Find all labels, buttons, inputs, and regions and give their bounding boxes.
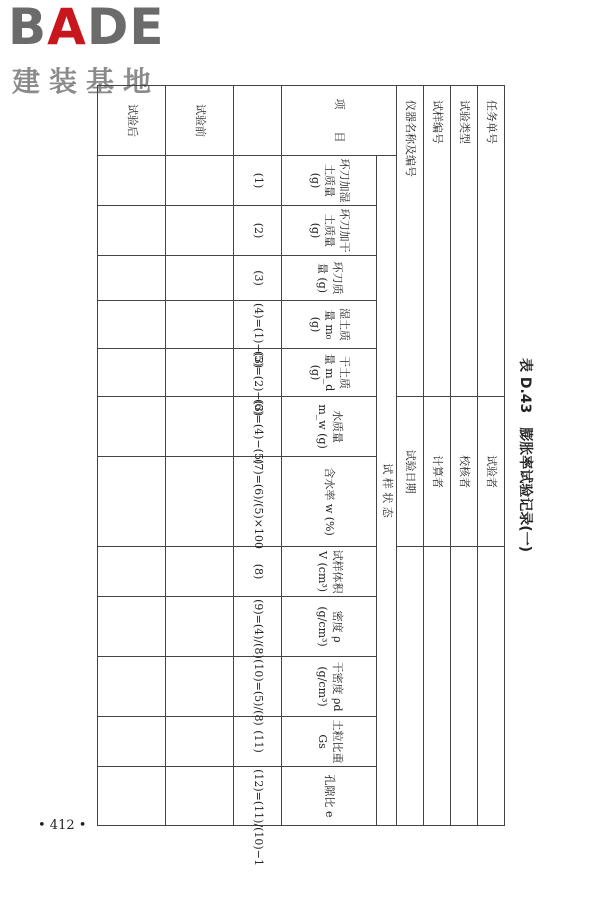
column-header: 试样体积 V (cm³) [282, 547, 377, 597]
item-label: 项 目 [282, 86, 397, 156]
column-header: 孔隙比 e [282, 767, 377, 826]
column-header: 水质量 m_w (g) [282, 397, 377, 457]
logo-subtitle: 建装基地 [12, 65, 161, 98]
formula-cell: (10)=(5)/(8) [234, 657, 282, 717]
column-header: 环刀质量 (g) [282, 256, 377, 301]
logo-wordmark: BADE [8, 0, 165, 56]
logo [8, 2, 178, 98]
formula-cell: (1) [234, 156, 282, 206]
header-label: 校核者 [451, 397, 478, 547]
rotated-form [85, 85, 545, 866]
group-header: 试 样 状 态 [377, 156, 397, 826]
formula-cell: (6)=(4)−(5) [234, 397, 282, 457]
header-row [451, 86, 478, 826]
header-label: 任务单号 [478, 86, 505, 397]
column-header: 土粒比重 Gs [282, 717, 377, 767]
header-label: 试验日期 [397, 397, 424, 547]
header-value [424, 547, 451, 826]
column-header: 密度 ρ (g/cm³) [282, 597, 377, 657]
table-row [166, 86, 234, 826]
column-header: 干密度 ρd (g/cm³) [282, 657, 377, 717]
header-label: 计算者 [424, 397, 451, 547]
column-header: 干土质量 m_d (g) [282, 349, 377, 397]
header-label: 试验者 [478, 397, 505, 547]
header-row [424, 86, 451, 826]
formula-cell: (11) [234, 717, 282, 767]
table-row [98, 86, 166, 826]
record-table [97, 85, 505, 866]
row-label: 试验后 [98, 86, 166, 156]
group-header-row [377, 86, 397, 826]
column-header: 含水率 w (%) [282, 457, 377, 547]
header-value [478, 547, 505, 826]
column-header: 环刀加干土质量 (g) [282, 206, 377, 256]
column-header-row [282, 86, 377, 826]
header-value [451, 547, 478, 826]
header-label: 试样编号 [424, 86, 451, 397]
formula-cell: (8) [234, 547, 282, 597]
column-header: 环刀加湿土质量 (g) [282, 156, 377, 206]
page-number: • 412 • [38, 818, 87, 833]
formula-cell: (12)=(11)/(10)−1 [234, 767, 282, 826]
blank-cell [234, 86, 282, 156]
formula-cell: (2) [234, 206, 282, 256]
formula-cell: (3) [234, 256, 282, 301]
row-label: 试验前 [166, 86, 234, 156]
formula-row [234, 86, 282, 826]
header-row [478, 86, 505, 826]
formula-cell: (5)=(2)−(3) [234, 349, 282, 397]
formula-cell: (4)=(1)−(3) [234, 301, 282, 349]
header-label: 仪器名称及编号 [397, 86, 424, 397]
column-header: 湿土质量 m₀ (g) [282, 301, 377, 349]
formula-cell: (7)=(6)/(5)×100 [234, 457, 282, 547]
table-title: 表 D.43 膨胀率试验记录(一) [517, 357, 533, 553]
header-label: 试验类型 [451, 86, 478, 397]
formula-cell: (9)=(4)/(8) [234, 597, 282, 657]
header-row [397, 86, 424, 826]
header-value [397, 547, 424, 826]
